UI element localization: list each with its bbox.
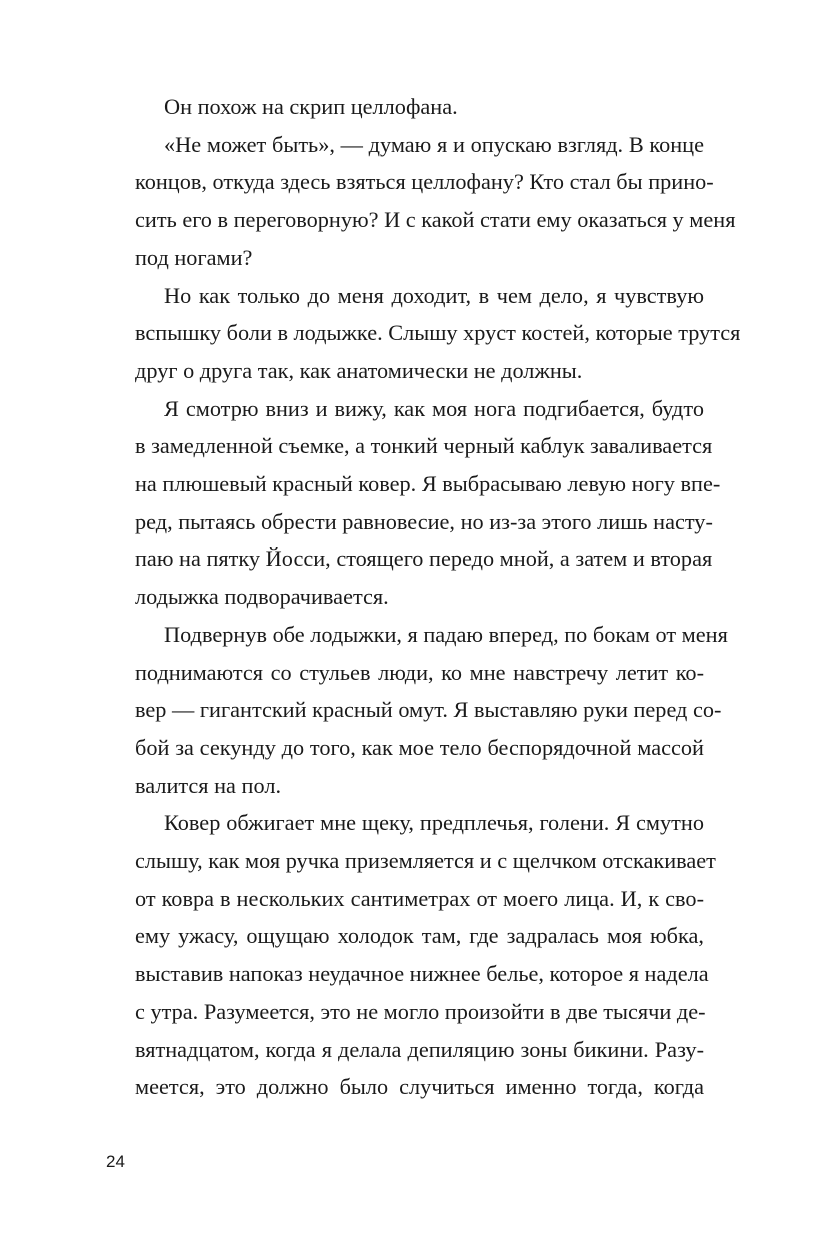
text-line: ред, пытаясь обрести равновесие, но из-за этого лишь насту- xyxy=(135,508,713,534)
text-line: сить его в переговорную? И с какой стати ему оказаться у меня xyxy=(135,207,736,233)
text-line: бой за секунду до того, как мое тело беспорядочной массой xyxy=(135,734,704,760)
text-line: Ковер обжигает мне щеку, предплечья, голени. Я смутно xyxy=(164,810,704,836)
text-line: поднимаются со стульев люди, ко мне навстречу летит ко- xyxy=(135,659,704,685)
text-line: меется, это должно было случиться именно тогда, когда xyxy=(135,1074,704,1100)
text-line: «Не может быть», — думаю я и опускаю взгляд. В конце xyxy=(164,131,704,157)
paragraph-3 xyxy=(106,277,741,390)
text-line: паю на пятку Йосси, стоящего передо мной, а затем и вторая xyxy=(135,546,713,572)
body-text xyxy=(106,88,741,1106)
page-number: 24 xyxy=(106,1152,125,1171)
paragraph-4 xyxy=(106,390,721,616)
text-line: лодыжка подворачивается. xyxy=(135,584,389,610)
text-line: ему ужасу, ощущаю холодок там, где задралась моя юбка, xyxy=(135,923,704,949)
paragraph-5 xyxy=(106,616,728,805)
text-line: Я смотрю вниз и вижу, как моя нога подгибается, будто xyxy=(164,395,704,421)
text-line: валится на пол. xyxy=(135,772,282,798)
text-line: под ногами? xyxy=(135,244,253,270)
text-line: вер — гигантский красный омут. Я выставляю руки перед со- xyxy=(135,697,722,723)
text-line: вспышку боли в лодыжке. Слышу хруст костей, которые трутся xyxy=(135,320,741,346)
text-line: Подвернув обе лодыжки, я падаю вперед, по бокам от меня xyxy=(164,621,728,647)
text-line: Но как только до меня доходит, в чем дело, я чувствую xyxy=(164,282,704,308)
text-line: на плюшевый красный ковер. Я выбрасываю левую ногу впе- xyxy=(135,471,721,497)
paragraph-2 xyxy=(106,126,736,277)
text-line: выставив напоказ неудачное нижнее белье, которое я надела xyxy=(135,961,709,987)
text-line: друг о друга так, как анатомически не должны. xyxy=(135,357,583,383)
text-line: Он похож на скрип целлофана. xyxy=(164,94,458,119)
text-line: от ковра в нескольких сантиметрах от моего лица. И, к сво- xyxy=(135,885,704,911)
paragraph-6 xyxy=(106,804,716,1106)
text-line: слышу, как моя ручка приземляется и с щелчком отскакивает xyxy=(135,848,716,874)
text-line: с утра. Разумеется, это не могло произойти в две тысячи де- xyxy=(135,998,706,1024)
text-line: вятнадцатом, когда я делала депиляцию зоны бикини. Разу- xyxy=(135,1036,704,1062)
paragraph-1 xyxy=(106,88,704,126)
text-line: концов, откуда здесь взяться целлофану? Кто стал бы прино- xyxy=(135,169,714,195)
text-line: в замедленной съемке, а тонкий черный каблук заваливается xyxy=(135,433,713,459)
